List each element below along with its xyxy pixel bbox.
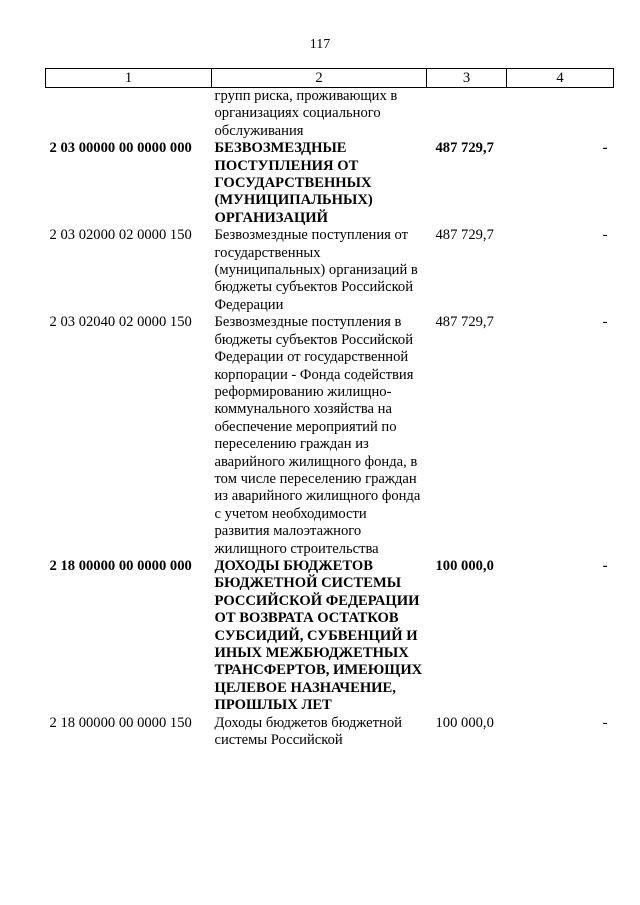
row-col4: -: [602, 140, 608, 157]
row-code: 2 18 00000 00 0000 000: [49, 557, 192, 574]
table-body: [46, 88, 614, 750]
row-name: Доходы бюджетов бюджетной системы Российской: [214, 714, 402, 749]
header-row: [46, 69, 614, 88]
row-name: ДОХОДЫ БЮДЖЕТОВ БЮДЖЕТНОЙ СИСТЕМЫ РОССИЙСКОЙ ФЕДЕРАЦИИ ОТ ВОЗВРАТА ОСТАТКОВ СУБСИДИЙ, СУБВЕНЦИЙ И ИНЫХ МЕЖБЮДЖЕТНЫХ ТРАНСФЕРТОВ, ИМЕЮЩИХ ЦЕЛЕВОЕ НАЗНАЧЕНИЕ, ПРОШЛЫХ ЛЕТ: [214, 557, 423, 714]
row-col4: -: [602, 314, 608, 331]
row-code: 2 03 00000 00 0000 000: [49, 140, 192, 157]
row-amount: 100 000,0: [435, 557, 494, 574]
row-name: БЕЗВОЗМЕЗДНЫЕ ПОСТУПЛЕНИЯ ОТ ГОСУДАРСТВЕННЫХ (МУНИЦИПАЛЬНЫХ) ОРГАНИЗАЦИЙ: [214, 140, 373, 226]
column-header-3: 3: [427, 69, 507, 88]
row-col4: -: [602, 714, 608, 731]
row-col4: -: [602, 227, 608, 244]
table-row: [46, 88, 614, 141]
row-col4: [507, 88, 614, 141]
row-amount: 100 000,0: [435, 714, 494, 731]
row-amount: 487 729,7: [435, 140, 494, 157]
page-number: 117: [309, 37, 331, 52]
budget-revenue-table: [45, 68, 614, 749]
row-amount: 487 729,7: [435, 227, 494, 244]
row-col4: -: [602, 557, 608, 574]
row-name: Безвозмездные поступления от государственных (муниципальных) организаций в бюджеты субъектов Российской Федерации: [214, 227, 418, 313]
table-row: [46, 558, 614, 715]
row-code: 2 03 02000 02 0000 150: [49, 227, 192, 244]
row-amount: [427, 88, 507, 141]
table-row: [46, 227, 614, 314]
row-code: [46, 88, 212, 141]
table-header: [46, 69, 614, 88]
column-header-4: 4: [507, 69, 614, 88]
table-row: [46, 715, 614, 750]
row-code: 2 03 02040 02 0000 150: [49, 314, 192, 331]
row-name: групп риска, проживающих в организациях социального обслуживания: [214, 88, 398, 139]
table-row: [46, 140, 614, 227]
row-name: Безвозмездные поступления в бюджеты субъектов Российской Федерации от государственной корпорации - Фонда содействия реформированию жилищно-коммунального хозяйства на обеспечение мероприятий по переселению граждан из аварийного жилищного фонда, в том числе переселению граждан из аварийного жилищного фонда с учетом необходимости развития малоэтажного жилищного строительства: [214, 314, 421, 557]
table-row: [46, 314, 614, 558]
column-header-2: 2: [212, 69, 427, 88]
row-amount: 487 729,7: [435, 314, 494, 331]
column-header-1: 1: [46, 69, 212, 88]
row-code: 2 18 00000 00 0000 150: [49, 714, 192, 731]
